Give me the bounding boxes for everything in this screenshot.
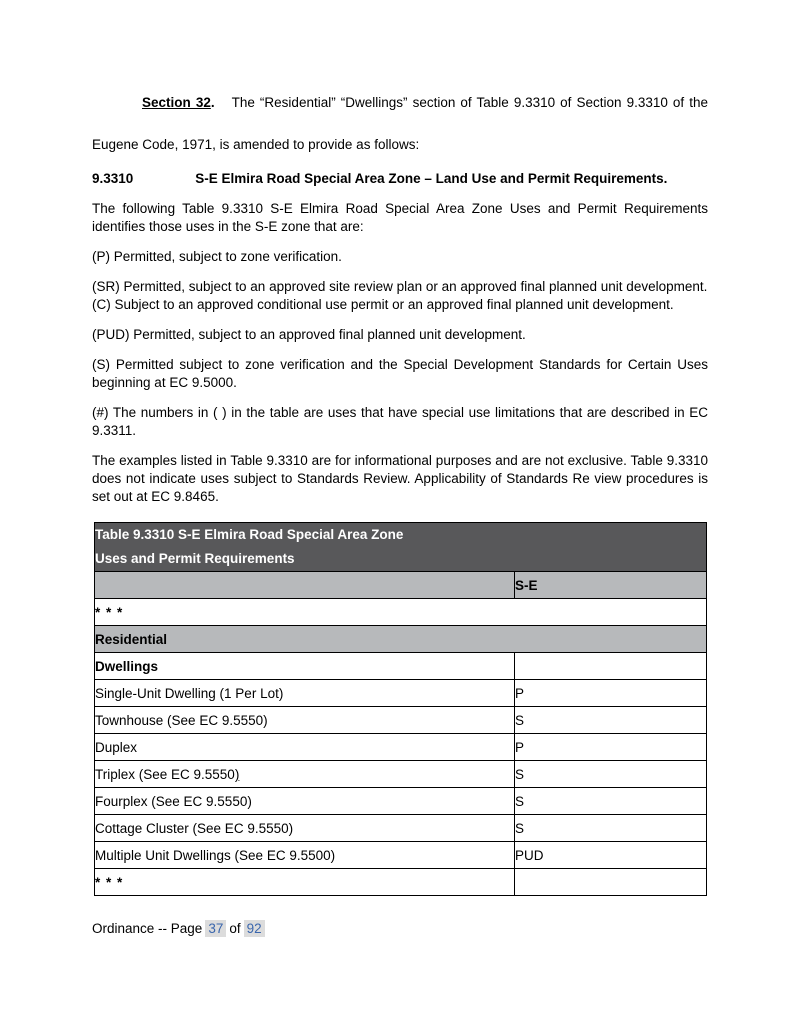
subsection-header-cell: Dwellings (95, 653, 515, 680)
use-cell: Duplex (95, 734, 515, 761)
total-pages-field: 92 (244, 920, 265, 937)
use-cell: Multiple Unit Dwellings (See EC 9.5500) (95, 842, 515, 869)
status-cell: S (515, 707, 707, 734)
intro-text: The “Residential” “Dwellings” section of Table 9.3310 of Section 9.3310 of the Eugene Code, 1971, is amended to provide as follows: (92, 95, 708, 152)
body-paragraph: (#) The numbers in ( ) in the table are uses that have special use limitations that are described in EC 9.3311. (92, 405, 708, 438)
use-text-underlined: ) (234, 766, 240, 782)
table-title-cell (95, 523, 707, 572)
ellipsis-cell: * * * (95, 599, 707, 626)
use-row (95, 842, 707, 869)
page-footer (92, 920, 708, 938)
use-row (95, 815, 707, 842)
status-cell: S (515, 815, 707, 842)
ellipsis-cell: * * * (95, 869, 515, 896)
body-paragraph: The following Table 9.3310 S-E Elmira Road Special Area Zone Uses and Permit Requirements identifies those uses in the S-E zone that are: (92, 201, 708, 234)
use-row (95, 707, 707, 734)
ellipsis-row-bottom (95, 869, 707, 896)
body-paragraph: (C) Subject to an approved conditional use permit or an approved final planned unit development. (92, 297, 674, 312)
table-title-line1: Table 9.3310 S-E Elmira Road Special Area Zone (95, 527, 404, 542)
code-title: S-E Elmira Road Special Area Zone – Land Use and Permit Requirements. (195, 171, 668, 186)
use-cell: Fourplex (See EC 9.5550) (95, 788, 515, 815)
column-header-row (95, 572, 707, 599)
column-header-se: S-E (515, 572, 707, 599)
body-paragraph: (PUD) Permitted, subject to an approved final planned unit development. (92, 327, 526, 342)
status-cell (515, 653, 707, 680)
intro-paragraph (92, 82, 708, 166)
code-number: 9.3310 (92, 171, 134, 186)
use-cell: Cottage Cluster (See EC 9.5550) (95, 815, 515, 842)
section-row-residential (95, 626, 707, 653)
status-cell: P (515, 734, 707, 761)
column-header-empty-cell (95, 572, 515, 599)
status-cell: P (515, 680, 707, 707)
table-title-line2: Uses and Permit Requirements (95, 551, 295, 566)
page-number-field: 37 (205, 920, 226, 937)
status-cell: S (515, 788, 707, 815)
use-cell: Townhouse (See EC 9.5550) (95, 707, 515, 734)
table-title-row (95, 523, 707, 572)
body-paragraph: The examples listed in Table 9.3310 are for informational purposes and are not exclusive. Table 9.3310 does not indicate uses subject to Standards Review. Applicability of Standards Re view procedures is set out at EC 9.8465. (92, 453, 708, 504)
footer-text: Ordinance -- Page (92, 921, 203, 936)
status-cell: S (515, 761, 707, 788)
ellipsis-row-top (95, 599, 707, 626)
use-cell: Single-Unit Dwelling (1 Per Lot) (95, 680, 515, 707)
use-row (95, 788, 707, 815)
status-cell (515, 869, 707, 896)
zoning-table (94, 522, 707, 896)
section-label-period: . (210, 95, 215, 110)
subsection-row-dwellings (95, 653, 707, 680)
body-paragraph: (P) Permitted, subject to zone verification. (92, 249, 342, 264)
body-paragraph: (SR) Permitted, subject to an approved site review plan or an approved final planned unit development. (92, 279, 708, 294)
use-row (95, 761, 707, 788)
footer-separator: of (229, 921, 241, 936)
use-row (95, 734, 707, 761)
section-label: Section 32 (142, 95, 211, 110)
body-paragraph: (S) Permitted subject to zone verification and the Special Development Standards for Certain Uses beginning at EC 9.5000. (92, 357, 708, 390)
use-cell (95, 761, 515, 788)
use-row (95, 680, 707, 707)
status-cell: PUD (515, 842, 707, 869)
code-heading (92, 170, 708, 188)
section-header-cell: Residential (95, 626, 707, 653)
use-text: Triplex (See EC 9.5550 (95, 766, 235, 782)
